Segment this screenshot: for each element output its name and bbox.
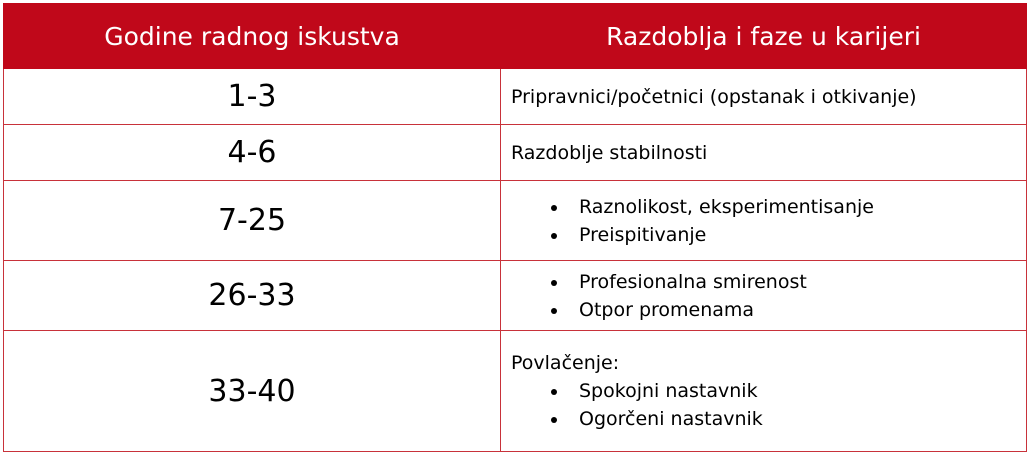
list-item: • Otpor promenama (569, 296, 1026, 324)
list-item: • Profesionalna smirenost (569, 268, 1026, 296)
phase-list (511, 268, 1026, 324)
phase-cell: Pripravnici/početnici (opstanak i otkivanje) (501, 69, 1027, 125)
list-item: • Ogorčeni nastavnik (569, 405, 1026, 433)
phase-list (511, 377, 1026, 433)
header-years: Godine radnog iskustva (4, 4, 501, 69)
table-row (4, 261, 1027, 331)
table-row (4, 125, 1027, 181)
years-cell: 1-3 (4, 69, 501, 125)
phase-list (511, 193, 1026, 249)
header-row (4, 4, 1027, 69)
years-cell: 4-6 (4, 125, 501, 181)
table-row (4, 69, 1027, 125)
table-row (4, 331, 1027, 452)
phase-cell: Razdoblje stabilnosti (501, 125, 1027, 181)
table-row (4, 181, 1027, 261)
phase-cell (501, 261, 1027, 331)
years-cell: 7-25 (4, 181, 501, 261)
list-item: • Raznolikost, eksperimentisanje (569, 193, 1026, 221)
list-item: • Preispitivanje (569, 221, 1026, 249)
phase-cell (501, 181, 1027, 261)
years-cell: 33-40 (4, 331, 501, 452)
years-cell: 26-33 (4, 261, 501, 331)
phase-intro: Povlačenje: (511, 352, 620, 374)
header-phases: Razdoblja i faze u karijeri (501, 4, 1027, 69)
career-phases-table (3, 3, 1027, 452)
list-item: • Spokojni nastavnik (569, 377, 1026, 405)
phase-cell (501, 331, 1027, 452)
